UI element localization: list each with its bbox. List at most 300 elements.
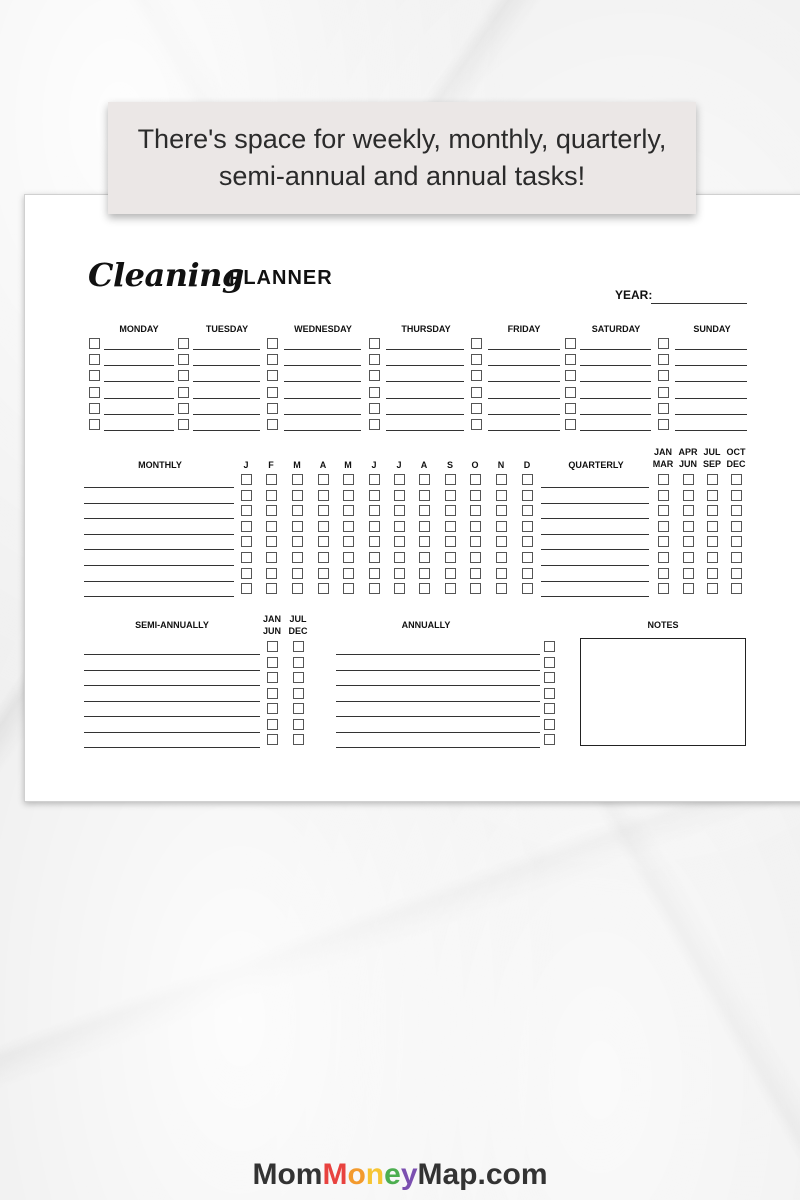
monthly-checkbox[interactable]	[419, 552, 430, 563]
banner-line-2: semi-annual and annual tasks!	[218, 161, 586, 191]
monthly-checkbox[interactable]	[343, 552, 354, 563]
weekly-task-line[interactable]	[284, 349, 361, 350]
quarter-header: OCT	[726, 447, 746, 457]
year-label: YEAR:	[615, 288, 653, 302]
monthly-checkbox[interactable]	[241, 505, 252, 516]
monthly-task-line[interactable]	[84, 503, 234, 504]
quarter-header: DEC	[726, 459, 746, 469]
monthly-checkbox[interactable]	[292, 505, 303, 516]
weekly-task-line[interactable]	[193, 430, 260, 431]
weekly-checkbox[interactable]	[89, 419, 100, 430]
weekly-checkbox[interactable]	[89, 354, 100, 365]
weekly-checkbox[interactable]	[565, 370, 576, 381]
footer-brand-part: y	[400, 1158, 418, 1191]
weekly-task-line[interactable]	[193, 398, 260, 399]
quarterly-checkbox[interactable]	[658, 536, 669, 547]
month-header: F	[268, 460, 274, 470]
weekly-checkbox[interactable]	[178, 338, 189, 349]
semiannual-task-line[interactable]	[84, 654, 260, 655]
weekly-task-line[interactable]	[284, 381, 361, 382]
monthly-checkbox[interactable]	[445, 474, 456, 485]
quarterly-checkbox[interactable]	[731, 521, 742, 532]
monthly-checkbox[interactable]	[369, 536, 380, 547]
monthly-task-line[interactable]	[84, 596, 234, 597]
monthly-checkbox[interactable]	[266, 568, 277, 579]
quarterly-checkbox[interactable]	[707, 505, 718, 516]
monthly-checkbox[interactable]	[318, 536, 329, 547]
weekly-checkbox[interactable]	[369, 338, 380, 349]
monthly-checkbox[interactable]	[470, 521, 481, 532]
monthly-checkbox[interactable]	[266, 536, 277, 547]
monthly-checkbox[interactable]	[266, 521, 277, 532]
weekly-task-line[interactable]	[675, 365, 747, 366]
weekly-checkbox[interactable]	[471, 419, 482, 430]
weekly-checkbox[interactable]	[369, 354, 380, 365]
monthly-checkbox[interactable]	[522, 505, 533, 516]
weekly-checkbox[interactable]	[267, 338, 278, 349]
quarterly-task-line[interactable]	[541, 518, 649, 519]
annual-checkbox[interactable]	[544, 703, 555, 714]
weekly-task-line[interactable]	[386, 381, 464, 382]
weekly-checkbox[interactable]	[267, 370, 278, 381]
monthly-checkbox[interactable]	[318, 490, 329, 501]
weekly-task-line[interactable]	[386, 365, 464, 366]
quarterly-checkbox[interactable]	[707, 521, 718, 532]
quarterly-checkbox[interactable]	[731, 474, 742, 485]
monthly-checkbox[interactable]	[419, 568, 430, 579]
weekly-task-line[interactable]	[104, 398, 174, 399]
weekly-task-line[interactable]	[675, 381, 747, 382]
monthly-checkbox[interactable]	[369, 552, 380, 563]
monthly-checkbox[interactable]	[318, 521, 329, 532]
quarterly-checkbox[interactable]	[707, 583, 718, 594]
monthly-checkbox[interactable]	[522, 568, 533, 579]
weekly-checkbox[interactable]	[267, 354, 278, 365]
weekly-task-line[interactable]	[488, 381, 560, 382]
quarterly-checkbox[interactable]	[707, 536, 718, 547]
quarterly-checkbox[interactable]	[707, 474, 718, 485]
month-header: J	[371, 460, 377, 470]
monthly-checkbox[interactable]	[241, 583, 252, 594]
monthly-checkbox[interactable]	[394, 474, 405, 485]
weekly-task-line[interactable]	[104, 430, 174, 431]
monthly-checkbox[interactable]	[369, 521, 380, 532]
monthly-checkbox[interactable]	[394, 490, 405, 501]
quarterly-task-line[interactable]	[541, 596, 649, 597]
semiannual-checkbox[interactable]	[267, 719, 278, 730]
footer-brand-part: o	[347, 1158, 366, 1191]
weekly-checkbox[interactable]	[89, 387, 100, 398]
promo-banner	[108, 102, 696, 214]
monthly-checkbox[interactable]	[419, 474, 430, 485]
monthly-checkbox[interactable]	[241, 521, 252, 532]
monthly-checkbox[interactable]	[394, 552, 405, 563]
month-header: M	[293, 460, 301, 470]
monthly-checkbox[interactable]	[266, 474, 277, 485]
planner-title-word: PLANNER	[229, 267, 333, 289]
monthly-checkbox[interactable]	[470, 583, 481, 594]
planner-title-script: Cleaning	[88, 256, 244, 294]
monthly-checkbox[interactable]	[318, 568, 329, 579]
semiannual-col-header: DEC	[288, 626, 308, 636]
monthly-task-line[interactable]	[84, 487, 234, 488]
monthly-checkbox[interactable]	[292, 583, 303, 594]
semiannual-header: SEMI-ANNUALLY	[135, 620, 209, 630]
monthly-checkbox[interactable]	[445, 521, 456, 532]
annual-checkbox[interactable]	[544, 641, 555, 652]
monthly-checkbox[interactable]	[522, 490, 533, 501]
quarter-header: JAN	[653, 447, 672, 457]
weekly-task-line[interactable]	[104, 381, 174, 382]
monthly-checkbox[interactable]	[445, 552, 456, 563]
quarterly-task-line[interactable]	[541, 503, 649, 504]
weekly-checkbox[interactable]	[565, 403, 576, 414]
monthly-task-line[interactable]	[84, 581, 234, 582]
weekly-checkbox[interactable]	[178, 419, 189, 430]
weekly-checkbox[interactable]	[178, 387, 189, 398]
monthly-checkbox[interactable]	[292, 474, 303, 485]
quarterly-task-line[interactable]	[541, 549, 649, 550]
semiannual-task-line[interactable]	[84, 701, 260, 702]
monthly-task-line[interactable]	[84, 518, 234, 519]
semiannual-task-line[interactable]	[84, 685, 260, 686]
annual-checkbox[interactable]	[544, 688, 555, 699]
weekly-checkbox[interactable]	[471, 338, 482, 349]
semiannual-checkbox[interactable]	[267, 734, 278, 745]
weekly-checkbox[interactable]	[565, 419, 576, 430]
annual-task-line[interactable]	[336, 670, 540, 671]
monthly-checkbox[interactable]	[241, 568, 252, 579]
month-header: S	[446, 460, 453, 470]
semiannual-col-header: JAN	[262, 614, 281, 624]
footer-brand-part: e	[384, 1158, 401, 1191]
weekly-task-line[interactable]	[193, 365, 260, 366]
monthly-checkbox[interactable]	[318, 474, 329, 485]
monthly-checkbox[interactable]	[266, 490, 277, 501]
quarterly-task-line[interactable]	[541, 565, 649, 566]
monthly-task-line[interactable]	[84, 565, 234, 566]
monthly-task-line[interactable]	[84, 549, 234, 550]
semiannual-checkbox[interactable]	[267, 672, 278, 683]
quarterly-checkbox[interactable]	[683, 552, 694, 563]
weekly-checkbox[interactable]	[565, 387, 576, 398]
monthly-checkbox[interactable]	[266, 583, 277, 594]
quarter-header: MAR	[652, 459, 674, 469]
weekly-task-line[interactable]	[284, 430, 361, 431]
annual-task-line[interactable]	[336, 732, 540, 733]
weekly-checkbox[interactable]	[267, 387, 278, 398]
monthly-checkbox[interactable]	[292, 568, 303, 579]
weekly-task-line[interactable]	[488, 349, 560, 350]
annual-checkbox[interactable]	[544, 734, 555, 745]
quarterly-checkbox[interactable]	[683, 583, 694, 594]
quarterly-task-line[interactable]	[541, 534, 649, 535]
year-field[interactable]	[651, 303, 747, 304]
semiannual-checkbox[interactable]	[293, 672, 304, 683]
quarterly-task-line[interactable]	[541, 487, 649, 488]
annual-task-line[interactable]	[336, 654, 540, 655]
monthly-checkbox[interactable]	[369, 505, 380, 516]
weekly-checkbox[interactable]	[471, 403, 482, 414]
weekly-checkbox[interactable]	[471, 354, 482, 365]
annual-task-line[interactable]	[336, 716, 540, 717]
weekly-checkbox[interactable]	[178, 403, 189, 414]
monthly-checkbox[interactable]	[266, 552, 277, 563]
monthly-checkbox[interactable]	[445, 536, 456, 547]
monthly-checkbox[interactable]	[343, 474, 354, 485]
monthly-checkbox[interactable]	[292, 552, 303, 563]
monthly-checkbox[interactable]	[522, 521, 533, 532]
weekly-task-line[interactable]	[386, 414, 464, 415]
day-header-friday: FRIDAY	[507, 324, 541, 334]
monthly-checkbox[interactable]	[496, 552, 507, 563]
quarterly-checkbox[interactable]	[683, 521, 694, 532]
monthly-checkbox[interactable]	[522, 474, 533, 485]
weekly-task-line[interactable]	[488, 430, 560, 431]
weekly-checkbox[interactable]	[369, 370, 380, 381]
monthly-checkbox[interactable]	[369, 490, 380, 501]
month-header: A	[420, 460, 428, 470]
monthly-checkbox[interactable]	[394, 505, 405, 516]
weekly-task-line[interactable]	[580, 430, 651, 431]
quarterly-checkbox[interactable]	[658, 583, 669, 594]
semiannual-task-line[interactable]	[84, 732, 260, 733]
weekly-checkbox[interactable]	[565, 354, 576, 365]
weekly-checkbox[interactable]	[471, 387, 482, 398]
semiannual-col-header: JUL	[289, 614, 307, 624]
monthly-checkbox[interactable]	[470, 552, 481, 563]
monthly-checkbox[interactable]	[292, 490, 303, 501]
monthly-checkbox[interactable]	[241, 536, 252, 547]
weekly-checkbox[interactable]	[178, 354, 189, 365]
monthly-checkbox[interactable]	[419, 521, 430, 532]
monthly-checkbox[interactable]	[369, 568, 380, 579]
quarter-header: JUN	[678, 459, 697, 469]
monthly-checkbox[interactable]	[343, 505, 354, 516]
monthly-checkbox[interactable]	[496, 536, 507, 547]
day-header-sunday: SUNDAY	[693, 324, 731, 334]
monthly-checkbox[interactable]	[445, 505, 456, 516]
monthly-checkbox[interactable]	[445, 583, 456, 594]
weekly-task-line[interactable]	[193, 414, 260, 415]
monthly-checkbox[interactable]	[522, 552, 533, 563]
month-header: D	[523, 460, 531, 470]
weekly-task-line[interactable]	[675, 414, 747, 415]
weekly-checkbox[interactable]	[369, 419, 380, 430]
weekly-checkbox[interactable]	[658, 370, 669, 381]
quarterly-checkbox[interactable]	[707, 552, 718, 563]
weekly-task-line[interactable]	[193, 349, 260, 350]
monthly-checkbox[interactable]	[419, 536, 430, 547]
monthly-checkbox[interactable]	[419, 583, 430, 594]
weekly-checkbox[interactable]	[658, 338, 669, 349]
month-header: A	[319, 460, 327, 470]
quarterly-checkbox[interactable]	[658, 474, 669, 485]
weekly-task-line[interactable]	[104, 365, 174, 366]
weekly-task-line[interactable]	[675, 349, 747, 350]
monthly-checkbox[interactable]	[496, 521, 507, 532]
weekly-task-line[interactable]	[580, 398, 651, 399]
month-header: J	[243, 460, 249, 470]
quarterly-checkbox[interactable]	[658, 521, 669, 532]
weekly-task-line[interactable]	[675, 430, 747, 431]
annual-task-line[interactable]	[336, 701, 540, 702]
semiannual-task-line[interactable]	[84, 670, 260, 671]
annual-checkbox[interactable]	[544, 719, 555, 730]
monthly-checkbox[interactable]	[241, 552, 252, 563]
month-header: M	[344, 460, 352, 470]
weekly-task-line[interactable]	[284, 414, 361, 415]
day-header-tuesday: TUESDAY	[205, 324, 249, 334]
semiannual-task-line[interactable]	[84, 716, 260, 717]
quarterly-checkbox[interactable]	[683, 474, 694, 485]
weekly-task-line[interactable]	[386, 349, 464, 350]
quarter-header: APR	[678, 447, 698, 457]
weekly-checkbox[interactable]	[658, 403, 669, 414]
weekly-checkbox[interactable]	[369, 387, 380, 398]
weekly-checkbox[interactable]	[89, 370, 100, 381]
monthly-checkbox[interactable]	[496, 568, 507, 579]
monthly-checkbox[interactable]	[394, 521, 405, 532]
weekly-checkbox[interactable]	[658, 354, 669, 365]
semiannual-task-line[interactable]	[84, 747, 260, 748]
semiannual-checkbox[interactable]	[267, 641, 278, 652]
quarterly-task-line[interactable]	[541, 581, 649, 582]
quarterly-checkbox[interactable]	[731, 505, 742, 516]
monthly-checkbox[interactable]	[369, 474, 380, 485]
monthly-checkbox[interactable]	[369, 583, 380, 594]
semiannual-checkbox[interactable]	[267, 657, 278, 668]
quarterly-checkbox[interactable]	[658, 568, 669, 579]
quarterly-checkbox[interactable]	[731, 552, 742, 563]
notes-box[interactable]	[580, 638, 746, 746]
weekly-task-line[interactable]	[675, 398, 747, 399]
quarterly-checkbox[interactable]	[707, 568, 718, 579]
weekly-task-line[interactable]	[193, 381, 260, 382]
monthly-checkbox[interactable]	[496, 490, 507, 501]
quarterly-checkbox[interactable]	[683, 568, 694, 579]
semiannual-checkbox[interactable]	[267, 703, 278, 714]
weekly-task-line[interactable]	[386, 398, 464, 399]
annual-task-line[interactable]	[336, 685, 540, 686]
weekly-checkbox[interactable]	[369, 403, 380, 414]
weekly-task-line[interactable]	[488, 414, 560, 415]
monthly-checkbox[interactable]	[343, 568, 354, 579]
monthly-checkbox[interactable]	[496, 583, 507, 594]
semiannual-checkbox[interactable]	[267, 688, 278, 699]
monthly-checkbox[interactable]	[522, 536, 533, 547]
monthly-checkbox[interactable]	[241, 490, 252, 501]
monthly-checkbox[interactable]	[343, 583, 354, 594]
monthly-checkbox[interactable]	[470, 474, 481, 485]
monthly-checkbox[interactable]	[394, 568, 405, 579]
weekly-task-line[interactable]	[488, 398, 560, 399]
semiannual-checkbox[interactable]	[293, 657, 304, 668]
weekly-task-line[interactable]	[580, 349, 651, 350]
weekly-task-line[interactable]	[580, 414, 651, 415]
quarterly-checkbox[interactable]	[658, 552, 669, 563]
semiannual-checkbox[interactable]	[293, 703, 304, 714]
weekly-checkbox[interactable]	[658, 419, 669, 430]
annual-task-line[interactable]	[336, 747, 540, 748]
weekly-checkbox[interactable]	[471, 370, 482, 381]
monthly-checkbox[interactable]	[394, 536, 405, 547]
quarterly-checkbox[interactable]	[683, 536, 694, 547]
monthly-checkbox[interactable]	[318, 583, 329, 594]
weekly-task-line[interactable]	[284, 365, 361, 366]
quarterly-checkbox[interactable]	[683, 505, 694, 516]
monthly-checkbox[interactable]	[266, 505, 277, 516]
weekly-checkbox[interactable]	[178, 370, 189, 381]
quarterly-checkbox[interactable]	[683, 490, 694, 501]
weekly-checkbox[interactable]	[89, 338, 100, 349]
weekly-checkbox[interactable]	[267, 419, 278, 430]
monthly-checkbox[interactable]	[496, 505, 507, 516]
weekly-task-line[interactable]	[104, 414, 174, 415]
weekly-task-line[interactable]	[104, 349, 174, 350]
monthly-checkbox[interactable]	[343, 521, 354, 532]
monthly-checkbox[interactable]	[470, 536, 481, 547]
annual-checkbox[interactable]	[544, 657, 555, 668]
quarterly-checkbox[interactable]	[731, 490, 742, 501]
monthly-checkbox[interactable]	[343, 490, 354, 501]
monthly-checkbox[interactable]	[445, 490, 456, 501]
footer-brand-part: Map.com	[417, 1158, 548, 1191]
quarterly-checkbox[interactable]	[731, 568, 742, 579]
monthly-checkbox[interactable]	[292, 536, 303, 547]
monthly-checkbox[interactable]	[292, 521, 303, 532]
monthly-checkbox[interactable]	[470, 490, 481, 501]
monthly-header: MONTHLY	[138, 460, 182, 470]
weekly-checkbox[interactable]	[658, 387, 669, 398]
monthly-checkbox[interactable]	[318, 552, 329, 563]
weekly-task-line[interactable]	[488, 365, 560, 366]
monthly-checkbox[interactable]	[394, 583, 405, 594]
monthly-task-line[interactable]	[84, 534, 234, 535]
day-header-monday: MONDAY	[119, 324, 159, 334]
semiannual-checkbox[interactable]	[293, 641, 304, 652]
monthly-checkbox[interactable]	[470, 568, 481, 579]
monthly-checkbox[interactable]	[318, 505, 329, 516]
annual-header: ANNUALLY	[401, 620, 451, 630]
weekly-task-line[interactable]	[284, 398, 361, 399]
annual-checkbox[interactable]	[544, 672, 555, 683]
quarterly-checkbox[interactable]	[731, 536, 742, 547]
monthly-checkbox[interactable]	[496, 474, 507, 485]
weekly-task-line[interactable]	[580, 365, 651, 366]
quarterly-checkbox[interactable]	[731, 583, 742, 594]
quarterly-checkbox[interactable]	[658, 505, 669, 516]
semiannual-checkbox[interactable]	[293, 719, 304, 730]
quarterly-checkbox[interactable]	[707, 490, 718, 501]
weekly-checkbox[interactable]	[89, 403, 100, 414]
quarterly-header: QUARTERLY	[568, 460, 624, 470]
quarterly-checkbox[interactable]	[658, 490, 669, 501]
semiannual-checkbox[interactable]	[293, 734, 304, 745]
weekly-task-line[interactable]	[580, 381, 651, 382]
monthly-checkbox[interactable]	[445, 568, 456, 579]
semiannual-checkbox[interactable]	[293, 688, 304, 699]
monthly-checkbox[interactable]	[419, 505, 430, 516]
monthly-checkbox[interactable]	[241, 474, 252, 485]
monthly-checkbox[interactable]	[470, 505, 481, 516]
monthly-checkbox[interactable]	[419, 490, 430, 501]
weekly-checkbox[interactable]	[267, 403, 278, 414]
weekly-task-line[interactable]	[386, 430, 464, 431]
weekly-checkbox[interactable]	[565, 338, 576, 349]
monthly-checkbox[interactable]	[522, 583, 533, 594]
monthly-checkbox[interactable]	[343, 536, 354, 547]
